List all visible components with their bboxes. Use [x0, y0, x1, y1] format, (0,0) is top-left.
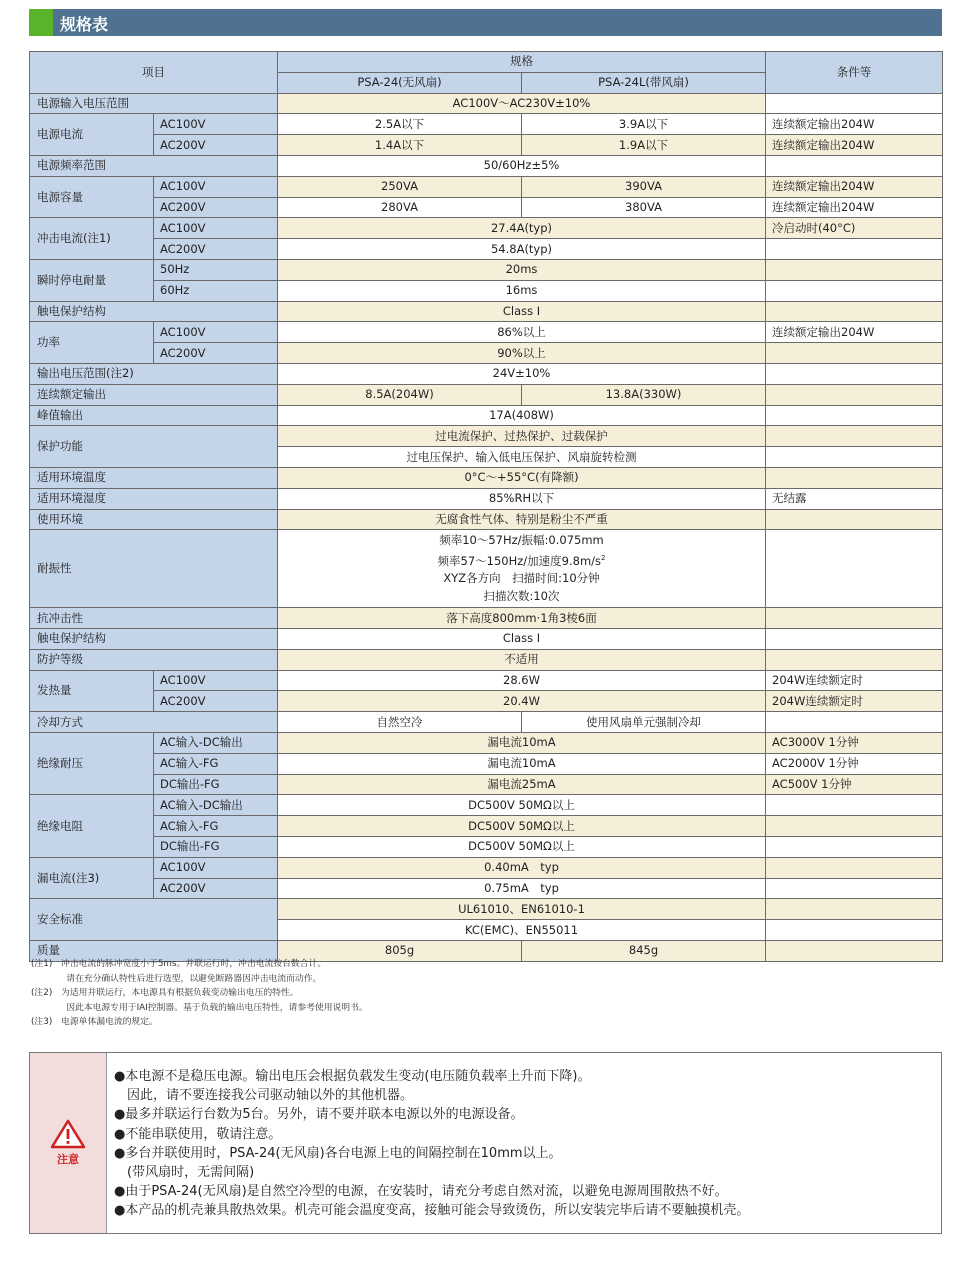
vibration-line: 频率57～150Hz/加速度$9.8m/s^2$ — [437, 553, 606, 568]
cell-value: 280VA — [278, 197, 522, 218]
cell-cond — [766, 857, 943, 878]
table-row — [30, 93, 943, 114]
caution-item: ●本产品的机壳兼具散热效果。机壳可能会温度变高，接触可能会导致烫伤，所以安装完毕后请不要触摸机壳。 — [114, 1203, 750, 1219]
cell-value: 85%RH以下 — [278, 488, 766, 509]
cell-value: 805g — [278, 940, 522, 961]
cell-cond — [766, 343, 943, 364]
cell-value: Class I — [278, 301, 766, 322]
caution-item: ●最多并联运行台数为5台。另外，请不要并联本电源以外的电源设备。 — [114, 1107, 524, 1123]
row-sublabel: AC100V — [154, 176, 278, 197]
cell-cond — [766, 878, 943, 899]
caution-box — [29, 1052, 942, 1234]
cell-cond — [766, 467, 943, 488]
row-label: 抗冲击性 — [30, 608, 278, 629]
cell-cond — [766, 384, 943, 405]
table-row — [30, 774, 943, 795]
cell-value: 16ms — [278, 280, 766, 301]
cell-value: 自然空冷 — [278, 712, 522, 733]
cell-value: 过电流保护、过热保护、过载保护 — [278, 426, 766, 447]
table-row — [30, 280, 943, 301]
warning-triangle-icon — [44, 1119, 92, 1149]
row-sublabel: AC100V — [154, 670, 278, 691]
cell-value: 54.8A(typ) — [278, 239, 766, 260]
cell-value: 1.9A以下 — [522, 135, 766, 156]
cell-cond — [766, 280, 943, 301]
cell-cond — [766, 836, 943, 857]
cell-cond — [766, 239, 943, 260]
table-row — [30, 363, 943, 384]
cell-value: 漏电流10mA — [278, 753, 766, 774]
row-label: 触电保护结构 — [30, 301, 278, 322]
table-row — [30, 509, 943, 530]
table-row — [30, 218, 943, 239]
spec-table — [29, 51, 943, 962]
table-header-row — [30, 52, 943, 73]
vibration-line: 频率10～57Hz/振幅:0.075mm — [439, 533, 604, 548]
cell-value: 8.5A(204W) — [278, 384, 522, 405]
cell-value: UL61010、EN61010-1 — [278, 899, 766, 920]
table-row — [30, 857, 943, 878]
caution-label: 注意 — [57, 1153, 79, 1166]
vibration-line: 扫描次数:10次 — [483, 588, 560, 603]
header-spec: 规格 — [278, 52, 766, 73]
cell-value: 20ms — [278, 259, 766, 280]
row-label: 电源频率范围 — [30, 155, 278, 176]
footnote-line: 请在充分确认特性后进行选型，以避免断路器因冲击电流而动作。 — [31, 973, 322, 984]
row-label: 使用环境 — [30, 509, 278, 530]
cell-value: 86%以上 — [278, 322, 766, 343]
cell-cond — [766, 795, 943, 816]
cell-value: Class I — [278, 628, 766, 649]
cell-cond: 连续额定输出204W — [766, 197, 943, 218]
cell-value: 845g — [522, 940, 766, 961]
caution-item: ●由于PSA-24(无风扇)是自然空冷型的电源，在安装时，请充分考虑自然对流，以避免电源周围散热不好。 — [114, 1184, 728, 1200]
cell-value: 390VA — [522, 176, 766, 197]
cell-cond — [766, 155, 943, 176]
cell-cond: 204W连续额定时 — [766, 670, 943, 691]
row-label: 连续额定输出 — [30, 384, 278, 405]
row-sublabel: AC100V — [154, 218, 278, 239]
caution-item: ●多台并联使用时，PSA-24(无风扇)各台电源上电的间隔控制在10mm以上。 — [114, 1145, 562, 1161]
row-label: 适用环境温度 — [30, 467, 278, 488]
cell-cond: 无结露 — [766, 488, 943, 509]
title-bar — [29, 9, 942, 36]
cell-value: DC500V 50MΩ以上 — [278, 795, 766, 816]
table-row — [30, 878, 943, 899]
cell-cond — [766, 447, 943, 468]
table-row — [30, 114, 943, 135]
header-cond: 条件等 — [766, 52, 943, 94]
footnotes — [31, 957, 368, 1030]
table-row — [30, 259, 943, 280]
cell-cond — [766, 628, 943, 649]
cell-value: DC500V 50MΩ以上 — [278, 816, 766, 837]
cell-value: 50/60Hz±5% — [278, 155, 766, 176]
cell-value: 漏电流25mA — [278, 774, 766, 795]
header-model-a: PSA-24(无风扇) — [278, 72, 522, 93]
page-title: 规格表 — [60, 15, 109, 34]
table-row — [30, 816, 943, 837]
cell-cond — [766, 363, 943, 384]
cell-value — [278, 530, 766, 608]
table-row — [30, 343, 943, 364]
cell-cond: 连续额定输出204W — [766, 135, 943, 156]
cell-value: 0.40mA typ — [278, 857, 766, 878]
cell-cond: 冷启动时(40°C) — [766, 218, 943, 239]
row-label: 绝缘电阻 — [30, 795, 154, 857]
cell-cond — [766, 259, 943, 280]
row-label: 冲击电流(注1) — [30, 218, 154, 260]
cell-cond — [766, 93, 943, 114]
row-label: 绝缘耐压 — [30, 732, 154, 794]
table-row — [30, 197, 943, 218]
row-sublabel: AC200V — [154, 878, 278, 899]
caution-list — [114, 1067, 749, 1221]
footnote-line: 因此本电源专用于IAI控制器。基于负载的输出电压特性，请参考使用说明书。 — [31, 1002, 368, 1013]
table-row — [30, 488, 943, 509]
cell-value: 不适用 — [278, 649, 766, 670]
row-sublabel: DC输出-FG — [154, 774, 278, 795]
cell-cond — [766, 940, 943, 961]
row-label: 冷却方式 — [30, 712, 278, 733]
table-row — [30, 753, 943, 774]
row-label: 安全标准 — [30, 899, 278, 941]
row-label: 适用环境湿度 — [30, 488, 278, 509]
row-label: 质量 — [30, 940, 278, 961]
cell-cond — [766, 899, 943, 920]
row-label: 保护功能 — [30, 426, 278, 468]
row-label: 耐振性 — [30, 530, 278, 608]
table-row — [30, 426, 943, 447]
cell-value: 27.4A(typ) — [278, 218, 766, 239]
row-sublabel: AC200V — [154, 135, 278, 156]
caution-item: 因此，请不要连接我公司驱动轴以外的其他机器。 — [114, 1088, 414, 1104]
table-row — [30, 836, 943, 857]
title-accent — [29, 9, 53, 36]
cell-cond — [766, 712, 943, 733]
cell-cond: 连续额定输出204W — [766, 322, 943, 343]
cell-cond — [766, 816, 943, 837]
cell-value: 90%以上 — [278, 343, 766, 364]
vibration-line: XYZ各方向 扫描时间:10分钟 — [443, 571, 600, 586]
caution-sidebar — [30, 1053, 107, 1233]
table-row — [30, 732, 943, 753]
row-label: 功率 — [30, 322, 154, 364]
table-row — [30, 795, 943, 816]
cell-cond: 204W连续额定时 — [766, 691, 943, 712]
cell-value: 24V±10% — [278, 363, 766, 384]
cell-value: 2.5A以下 — [278, 114, 522, 135]
table-row — [30, 155, 943, 176]
cell-value: 20.4W — [278, 691, 766, 712]
table-row — [30, 899, 943, 920]
footnote-line: (注2) 为适用并联运行，本电源具有根据负载变动输出电压的特性。 — [31, 988, 299, 999]
table-row — [30, 530, 943, 608]
row-label: 峰值输出 — [30, 405, 278, 426]
header-model-b: PSA-24L(带风扇) — [522, 72, 766, 93]
row-sublabel: 60Hz — [154, 280, 278, 301]
cell-cond — [766, 405, 943, 426]
cell-value: 使用风扇单元强制冷却 — [522, 712, 766, 733]
row-sublabel: AC输入-FG — [154, 816, 278, 837]
cell-cond — [766, 608, 943, 629]
cell-value: 17A(408W) — [278, 405, 766, 426]
cell-value: 0.75mA typ — [278, 878, 766, 899]
table-row — [30, 608, 943, 629]
row-sublabel: 50Hz — [154, 259, 278, 280]
caution-item: (带风扇时，无需间隔) — [114, 1165, 255, 1181]
cell-cond: AC500V 1分钟 — [766, 774, 943, 795]
row-sublabel: AC输入-DC输出 — [154, 795, 278, 816]
footnote-line: (注1) 冲击电流的脉冲宽度小于5ms。并联运行时，冲击电流按台数合计。 — [31, 959, 327, 969]
row-sublabel: AC输入-DC输出 — [154, 732, 278, 753]
cell-value: 1.4A以下 — [278, 135, 522, 156]
row-sublabel: AC200V — [154, 197, 278, 218]
table-row — [30, 670, 943, 691]
row-label: 触电保护结构 — [30, 628, 278, 649]
cell-cond: 连续额定输出204W — [766, 114, 943, 135]
table-row — [30, 467, 943, 488]
row-label: 电源输入电压范围 — [30, 93, 278, 114]
cell-value: DC500V 50MΩ以上 — [278, 836, 766, 857]
cell-value: 3.9A以下 — [522, 114, 766, 135]
row-sublabel: AC200V — [154, 343, 278, 364]
cell-value: 落下高度800mm·1角3棱6面 — [278, 608, 766, 629]
row-sublabel: DC输出-FG — [154, 836, 278, 857]
cell-cond — [766, 301, 943, 322]
table-row — [30, 384, 943, 405]
cell-cond — [766, 509, 943, 530]
table-row — [30, 691, 943, 712]
row-label: 防护等级 — [30, 649, 278, 670]
table-row — [30, 405, 943, 426]
cell-value: AC100V～AC230V±10% — [278, 93, 766, 114]
row-label: 发热量 — [30, 670, 154, 712]
table-row — [30, 649, 943, 670]
row-sublabel: AC100V — [154, 114, 278, 135]
row-sublabel: AC200V — [154, 691, 278, 712]
cell-cond — [766, 649, 943, 670]
row-sublabel: AC200V — [154, 239, 278, 260]
row-label: 漏电流(注3) — [30, 857, 154, 899]
cell-value: 250VA — [278, 176, 522, 197]
footnote-line: (注3) 电源单体漏电流的规定。 — [31, 1017, 158, 1028]
cell-cond: AC3000V 1分钟 — [766, 732, 943, 753]
table-row — [30, 301, 943, 322]
caution-item: ●不能串联使用，敬请注意。 — [114, 1126, 282, 1142]
cell-value: KC(EMC)、EN55011 — [278, 920, 766, 941]
row-sublabel: AC100V — [154, 322, 278, 343]
cell-value: 漏电流10mA — [278, 732, 766, 753]
table-row — [30, 322, 943, 343]
cell-value: 380VA — [522, 197, 766, 218]
table-row — [30, 135, 943, 156]
cell-value: 过电压保护、输入低电压保护、风扇旋转检测 — [278, 447, 766, 468]
header-item: 项目 — [30, 52, 278, 94]
cell-cond — [766, 920, 943, 941]
table-row — [30, 239, 943, 260]
cell-cond: 连续额定输出204W — [766, 176, 943, 197]
cell-cond — [766, 530, 943, 608]
cell-value: 无腐食性气体、特别是粉尘不严重 — [278, 509, 766, 530]
cell-value: 0°C～+55°C(有降额) — [278, 467, 766, 488]
row-label: 瞬时停电耐量 — [30, 259, 154, 301]
table-row — [30, 628, 943, 649]
table-row — [30, 176, 943, 197]
cell-cond — [766, 426, 943, 447]
row-sublabel: AC输入-FG — [154, 753, 278, 774]
cell-cond: AC2000V 1分钟 — [766, 753, 943, 774]
row-label: 输出电压范围(注2) — [30, 363, 278, 384]
cell-value: 28.6W — [278, 670, 766, 691]
row-label: 电源容量 — [30, 176, 154, 218]
caution-item: ●本电源不是稳压电源。输出电压会根据负载发生变动(电压随负载率上升而下降)。 — [114, 1069, 591, 1084]
row-sublabel: AC100V — [154, 857, 278, 878]
table-row — [30, 712, 943, 733]
row-label: 电源电流 — [30, 114, 154, 156]
cell-value: 13.8A(330W) — [522, 384, 766, 405]
